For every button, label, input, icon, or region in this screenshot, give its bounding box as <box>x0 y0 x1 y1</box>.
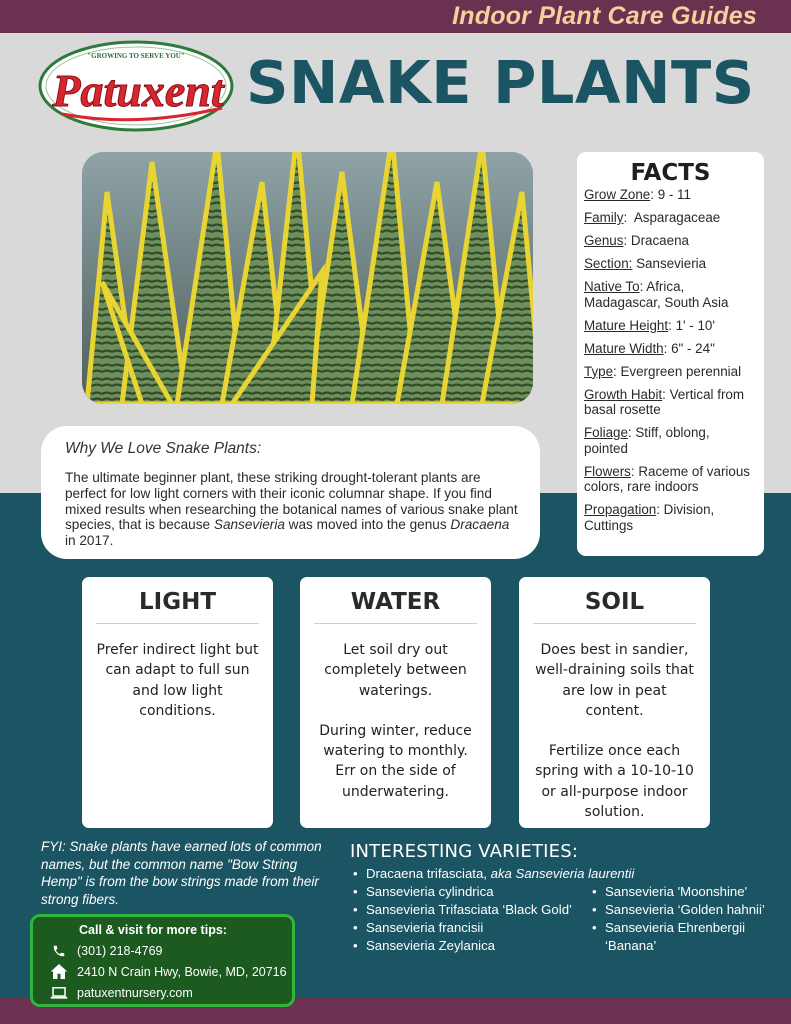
patuxent-logo <box>32 36 244 136</box>
fact-key: Flowers <box>584 463 631 479</box>
contact-phone-row[interactable] <box>49 940 292 961</box>
fact-key: Foliage <box>584 425 628 440</box>
fact-value: Stiff, oblong, pointed <box>584 425 710 456</box>
why-body-genus-new: Dracaena <box>450 517 510 533</box>
fact-separator: : <box>668 317 676 333</box>
fact-item <box>584 279 757 310</box>
fact-value: 6" - 24" <box>671 340 715 356</box>
facts-panel <box>577 152 764 556</box>
fact-value: 9 - 11 <box>657 187 691 202</box>
contact-box <box>30 914 295 1007</box>
fact-item <box>584 233 757 249</box>
fact-separator: : <box>623 210 634 225</box>
fact-key: Family <box>584 210 624 225</box>
fact-key: Propagation <box>584 502 657 517</box>
fact-key: Mature Width <box>584 340 664 356</box>
fact-key: Section: <box>584 256 633 271</box>
water-text-1: Let soil dry out completely between waterings. <box>324 642 467 699</box>
fact-value: Raceme of various colors, rare indoors <box>584 463 750 494</box>
soil-title: SOIL <box>533 589 696 624</box>
fact-item <box>584 464 757 495</box>
fact-separator: : <box>656 502 664 517</box>
variety-aka: aka Sansevieria laurentii <box>490 866 635 881</box>
contact-phone[interactable]: (301) 218-4769 <box>77 943 163 958</box>
list-item: • Sansevieria Zeylanica <box>350 937 590 955</box>
varieties-column-1 <box>350 883 590 955</box>
why-body-genus-old: Sansevieria <box>213 517 285 533</box>
fact-item <box>584 502 757 533</box>
fact-value: 1' - 10' <box>675 317 715 333</box>
soil-text-2: Fertilize once each spring with a 10-10-10 or all-purpose indoor solution. <box>535 743 694 821</box>
fact-key: Native To <box>584 279 640 294</box>
snake-plant-photo <box>82 152 533 404</box>
list-item: • Sansevieria ‘Golden hahnii’ <box>589 901 779 919</box>
fact-value: Evergreen perennial <box>620 363 742 379</box>
logo-tagline: "GROWING TO SERVE YOU" <box>87 52 185 60</box>
why-title: Why We Love Snake Plants: <box>65 440 262 457</box>
list-item <box>350 865 770 883</box>
fact-item <box>584 187 757 203</box>
list-item: • Sansevieria Ehrenbergii ‘Banana’ <box>589 919 779 955</box>
varieties-column-2 <box>589 883 779 955</box>
fact-value: Division, Cuttings <box>584 502 715 533</box>
fact-separator: : <box>623 233 631 248</box>
fact-separator: : <box>627 425 636 440</box>
fact-value: Vertical from basal rosette <box>584 386 745 417</box>
fact-separator: : <box>650 187 658 202</box>
light-card <box>82 577 273 828</box>
fact-key: Genus <box>584 233 624 248</box>
fact-key: Mature Height <box>584 317 669 333</box>
fact-item <box>584 210 757 226</box>
fact-separator: : <box>639 279 647 294</box>
fact-item <box>584 364 757 380</box>
logo-wordmark: Patuxent <box>52 65 224 116</box>
soil-card <box>519 577 710 828</box>
laptop-icon <box>49 984 69 1002</box>
fact-separator: : <box>630 463 639 479</box>
list-item: • Sansevieria Trifasciata ‘Black Gold’ <box>350 901 590 919</box>
light-text: Prefer indirect light but can adapt to full sun and low light conditions. <box>96 642 259 719</box>
facts-heading: FACTS <box>630 160 711 186</box>
fact-item <box>584 318 757 334</box>
fact-value: Dracaena <box>630 233 689 248</box>
fact-item <box>584 425 757 456</box>
varieties-title: INTERESTING VARIETIES: <box>350 841 579 862</box>
fact-item <box>584 387 757 418</box>
contact-website-row[interactable] <box>49 982 292 1003</box>
series-title: Indoor Plant Care Guides <box>452 2 757 30</box>
water-card <box>300 577 491 828</box>
why-body-text-2: was moved into the genus <box>284 517 451 533</box>
soil-text-1: Does best in sandier, well-draining soils that are low in peat content. <box>535 642 694 719</box>
light-title: LIGHT <box>96 589 259 624</box>
fact-key: Growth Habit <box>584 386 663 402</box>
why-body <box>65 470 518 549</box>
contact-address-row <box>49 961 292 982</box>
fact-key: Type <box>584 363 614 379</box>
list-item: • Sansevieria francisii <box>350 919 590 937</box>
varieties-first <box>350 865 770 883</box>
fact-item <box>584 256 757 272</box>
fact-separator: : <box>613 363 621 379</box>
fact-value: Asparagaceae <box>633 210 721 225</box>
contact-address: 2410 N Crain Hwy, Bowie, MD, 20716 <box>77 964 287 979</box>
fact-separator: : <box>662 386 670 402</box>
water-title: WATER <box>314 589 477 624</box>
fyi-note: FYI: Snake plants have earned lots of common names, but the common name "Bow String Hemp" is from the bow strings made from their strong fibers. <box>41 839 322 907</box>
why-body-text-3: in 2017. <box>65 533 114 549</box>
list-item: • Sansevieria cylindrica <box>350 883 590 901</box>
why-we-love-box <box>41 426 540 559</box>
variety-name: Dracaena trifasciata, <box>366 866 491 881</box>
fact-separator: : <box>663 340 672 356</box>
fact-value: Sansevieria <box>636 256 707 271</box>
page-title: SNAKE PLANTS <box>246 48 755 117</box>
contact-title: Call & visit for more tips: <box>79 923 227 937</box>
why-body-text-1: The ultimate beginner plant, these striking drought-tolerant plants are perfect for low light corners with their iconic columnar shape. If you find mixed results when researching the botanical names of various snake plant species, that is because <box>65 470 518 533</box>
fact-key: Grow Zone <box>584 187 651 202</box>
water-text-2: During winter, reduce watering to monthly. Err on the side of underwatering. <box>319 722 472 800</box>
fact-item <box>584 341 757 357</box>
contact-website-link[interactable]: patuxentnursery.com <box>77 985 193 1000</box>
list-item: • Sansevieria 'Moonshine' <box>589 883 779 901</box>
fact-value: Africa, Madagascar, South Asia <box>584 279 729 310</box>
phone-icon <box>49 942 69 960</box>
home-icon <box>49 963 69 981</box>
